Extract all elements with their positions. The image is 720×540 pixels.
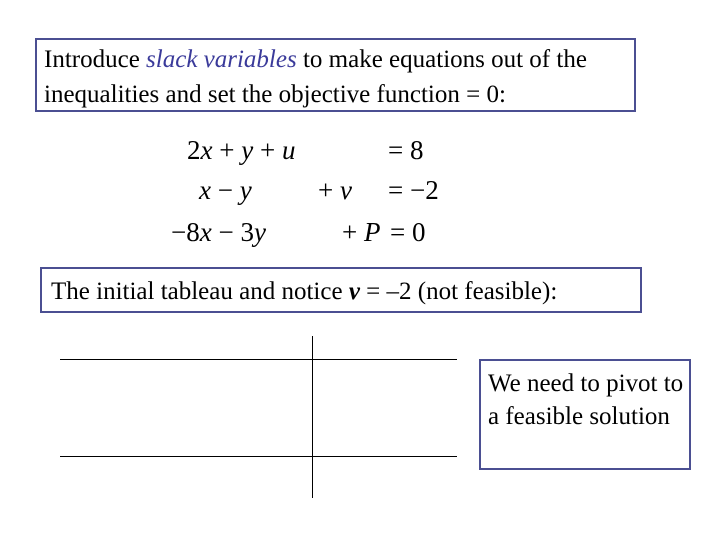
equation-2-mid: + v [318, 175, 352, 205]
equation-3-mid: + P [342, 217, 381, 247]
tableau-caption-start: The initial tableau and notice [51, 278, 349, 305]
tableau-caption-end: = –2 (not feasible): [359, 278, 558, 305]
equation-2-lhs: x − y [199, 175, 252, 205]
tableau-caption-textbox [40, 267, 642, 313]
intro-text-end: to make equations out of the inequalities and set the objective function = 0: [44, 46, 587, 108]
intro-textbox [35, 38, 636, 112]
equation-1-lhs: 2x + y + u [187, 135, 296, 165]
equation-1-rhs: = 8 [388, 135, 424, 165]
equation-3-rhs: = 0 [390, 217, 426, 247]
tableau-caption-variable: v [348, 278, 360, 305]
equation-3-lhs: −8x − 3y [171, 217, 266, 247]
tableau-divider [312, 336, 313, 498]
intro-text-start: Introduce [44, 46, 147, 73]
pivot-note-textbox: We need to pivot to a feasible solution [479, 359, 691, 470]
tableau-top-rule [60, 359, 457, 360]
intro-highlight-slack-variables: slack variables [146, 46, 297, 73]
equation-2-rhs: = −2 [388, 175, 439, 205]
tableau-bottom-rule [60, 456, 457, 457]
